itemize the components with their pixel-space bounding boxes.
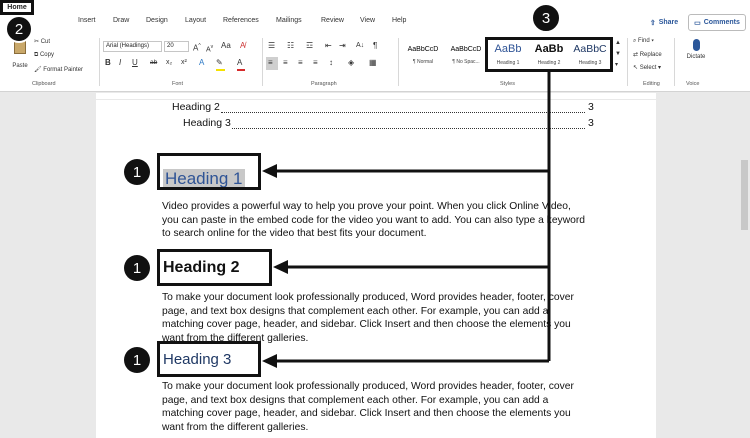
- comments-label: Comments: [703, 19, 740, 26]
- callout-badge-1: 1: [124, 255, 150, 281]
- paste-label: Paste: [12, 63, 28, 69]
- style-normal-preview: AaBbCcD: [407, 46, 439, 53]
- style-normal-name: ¶ Normal: [412, 59, 434, 65]
- document-heading-3[interactable]: Heading 3: [163, 351, 232, 368]
- callout-badge-3: 3: [531, 3, 561, 33]
- tab-help[interactable]: Help: [392, 17, 407, 24]
- paragraph-group-label: Paragraph: [311, 81, 337, 87]
- share-icon: ⇧: [649, 19, 656, 27]
- search-icon: ⌕: [633, 38, 637, 44]
- tab-review[interactable]: Review: [321, 17, 344, 24]
- styles-more-icon[interactable]: ▾: [615, 62, 619, 68]
- shrink-font-button[interactable]: $A^v$: [206, 44, 214, 54]
- style-heading-1-name: Heading 1: [496, 60, 520, 66]
- change-case-icon: Aa: [221, 41, 231, 50]
- tab-mailings[interactable]: Mailings: [276, 17, 302, 24]
- toc-entry-text: Heading 2: [172, 101, 220, 113]
- select-label: Select: [639, 65, 657, 71]
- cursor-icon: ↖: [633, 65, 639, 71]
- arrowhead-heading-1: [262, 164, 277, 178]
- text-effects-icon[interactable]: A: [199, 58, 205, 67]
- shrink-font-icon: A: [206, 46, 211, 54]
- voice-group-label: Voice: [686, 81, 700, 87]
- style-heading-2-preview: AaBb: [534, 43, 564, 55]
- styles-scroll-up-icon[interactable]: ▲: [615, 40, 621, 46]
- underline-button[interactable]: U: [132, 58, 138, 67]
- align-left-icon[interactable]: ≡: [268, 58, 273, 67]
- callout-badge-1: 1: [124, 347, 150, 373]
- sort-icon[interactable]: A↓: [356, 42, 365, 49]
- document-heading-2[interactable]: Heading 2: [163, 259, 240, 276]
- format-painter-label: Format Painter: [43, 67, 83, 73]
- replace-label: Replace: [639, 52, 662, 58]
- font-color-icon: A: [237, 58, 243, 67]
- tab-layout[interactable]: Layout: [185, 17, 207, 24]
- align-center-icon[interactable]: ≡: [283, 58, 288, 67]
- style-no-spacing-preview: AaBbCcD: [450, 46, 482, 53]
- clear-formatting-icon[interactable]: A̸: [240, 41, 246, 50]
- increase-indent-icon[interactable]: ⇥: [339, 41, 346, 50]
- copy-icon: ⧉: [34, 52, 39, 58]
- justify-icon[interactable]: ≡: [313, 58, 318, 67]
- find-button[interactable]: ⌕ Find ▾: [633, 38, 654, 44]
- select-button[interactable]: ↖ Select ▾: [633, 65, 662, 71]
- grow-font-icon: A: [193, 43, 199, 53]
- strikethrough-button[interactable]: ab: [150, 59, 158, 66]
- style-heading-1-preview: AaBb: [494, 43, 522, 55]
- document-paragraph[interactable]: Video provides a powerful way to help you prove your point. When you click Online Video, you can paste in the embed code for the video you want to add. You can also type a keyword to search online for the video that best fits your document.: [162, 201, 586, 239]
- style-heading-3-preview: AaBbC: [573, 43, 607, 55]
- tab-draw[interactable]: Draw: [113, 17, 130, 24]
- tab-references[interactable]: References: [223, 17, 259, 24]
- line-spacing-icon[interactable]: ↕: [329, 58, 333, 67]
- arrowhead-heading-2: [273, 260, 288, 274]
- find-label: Find: [638, 38, 650, 44]
- superscript-button[interactable]: x²: [181, 59, 187, 66]
- document-paragraph[interactable]: To make your document look professionally produced, Word provides header, footer, cover page, and text box designs that complement each other. For example, you can add a matching cover page, header, and sidebar. Click Insert and then choose the elements you want from the different galleries.: [162, 292, 574, 344]
- arrowhead-heading-3: [262, 354, 277, 368]
- align-right-icon[interactable]: ≡: [298, 58, 303, 67]
- scissors-icon: ✂: [34, 39, 40, 45]
- tab-home[interactable]: Home: [0, 0, 34, 15]
- tab-insert[interactable]: Insert: [78, 17, 96, 24]
- copy-label: Copy: [39, 52, 54, 58]
- dictate-label: Dictate: [686, 54, 706, 60]
- styles-scroll-down-icon[interactable]: ▼: [615, 51, 621, 57]
- borders-icon[interactable]: ▦: [369, 58, 377, 67]
- bullets-icon[interactable]: ☰: [268, 41, 276, 50]
- paintbrush-icon: 🖌: [34, 67, 42, 73]
- cut-label: Cut: [40, 39, 51, 45]
- shading-icon[interactable]: ◈: [348, 58, 355, 67]
- document-heading-1[interactable]: Heading 1: [165, 169, 243, 188]
- style-heading-2-name: Heading 2: [537, 60, 561, 66]
- bold-button[interactable]: B: [105, 58, 111, 67]
- multilevel-list-icon[interactable]: ☲: [306, 41, 314, 50]
- styles-group-label: Styles: [500, 81, 515, 87]
- share-label: Share: [658, 19, 679, 26]
- style-no-spacing-name: ¶ No Spac...: [452, 59, 480, 65]
- comment-icon: ▭: [694, 19, 701, 27]
- numbering-icon[interactable]: ☷: [287, 41, 295, 50]
- decrease-indent-icon[interactable]: ⇤: [325, 41, 332, 50]
- callout-badge-1: 1: [124, 159, 150, 185]
- grow-font-button[interactable]: A^: [193, 43, 201, 53]
- toc-entry-page: 3: [588, 117, 594, 129]
- highlight-icon[interactable]: ✎: [216, 58, 223, 67]
- editing-group-label: Editing: [643, 81, 660, 87]
- font-family-value: Arial (Headings): [106, 43, 150, 49]
- replace-icon: ⇄: [633, 52, 639, 58]
- toc-entry-text: Heading 3: [183, 117, 231, 129]
- tab-design[interactable]: Design: [146, 17, 168, 24]
- style-heading-3-name: Heading 3: [578, 60, 602, 66]
- callout-badge-2: 2: [5, 15, 33, 43]
- font-group-label: Font: [172, 81, 184, 87]
- italic-button[interactable]: I: [119, 58, 122, 67]
- clipboard-group-label: Clipboard: [32, 81, 56, 87]
- document-paragraph[interactable]: To make your document look professionally produced, Word provides header, footer, cover page, and text box designs that complement each other. For example, you can add a matching cover page, header, and sidebar. Click Insert and then choose the elements you want from the different galleries.: [162, 381, 574, 433]
- tab-view[interactable]: View: [360, 17, 376, 24]
- show-formatting-button[interactable]: ¶: [373, 41, 378, 50]
- subscript-button[interactable]: x₂: [166, 59, 173, 66]
- toc-entry-page: 3: [588, 101, 594, 113]
- font-size-value: 20: [167, 43, 174, 49]
